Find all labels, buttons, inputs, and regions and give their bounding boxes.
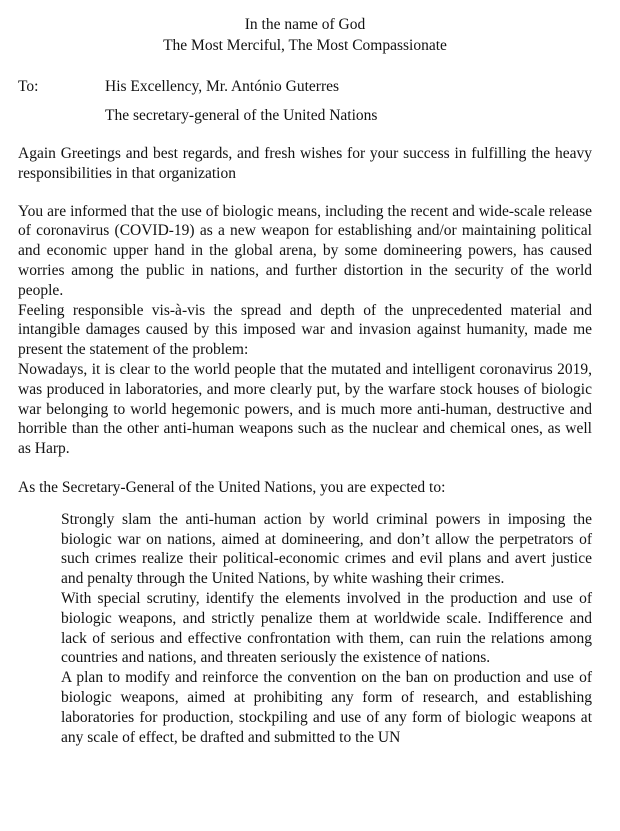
body-paragraph-1: You are informed that the use of biologic means, including the recent and wide-scale release of coronavirus (COVID-19) as a new weapon for establishing and/or maintaining political and economic upper hand in the global arena, by some domineering powers, has caused worries among the public in nations, and further distortion in the security of the world people. xyxy=(18,202,592,299)
invocation-line-1: In the name of God xyxy=(244,16,366,33)
expectations-list xyxy=(18,510,592,748)
expectation-item-1: Strongly slam the anti-human action by world criminal powers in imposing the biologic war on nations, aimed at domineering, and don’t allow the perpetrators of such crimes realize their political-economic crimes and evil plans and avert justice and penalty through the United Nations, by white washing their crimes. xyxy=(61,510,592,588)
recipient-block xyxy=(18,76,592,126)
expectation-item-2: With special scrutiny, identify the elements involved in the production and use of biologic weapons, and strictly penalize them at worldwide scale. Indifference and lack of serious and effective confrontation with them, can ruin the relations among countries and nations, and threaten seriously the existence of nations. xyxy=(61,589,592,667)
body-paragraph-2: Feeling responsible vis-à-vis the spread and depth of the unprecedented material and intangible damages caused by this imposed war and invasion against humanity, made me present the statement of the problem: xyxy=(18,301,592,359)
recipient-title: The secretary-general of the United Nations xyxy=(105,107,378,124)
body-paragraph-3: Nowadays, it is clear to the world people that the mutated and intelligent coronavirus 2019, was produced in laboratories, and more clearly put, by the warfare stock houses of biologic war belonging to world hegemonic powers, and is much more anti-human, destructive and horrible than the other anti-human weapons such as the nuclear and chemical ones, as well as Harp. xyxy=(18,360,592,458)
letter-body xyxy=(18,202,592,459)
invocation-line-2: The Most Merciful, The Most Compassionate xyxy=(163,37,447,54)
recipient-label: To: xyxy=(18,78,39,95)
recipient-name: His Excellency, Mr. António Guterres xyxy=(105,78,340,95)
expectations-intro: As the Secretary-General of the United Nations, you are expected to: xyxy=(18,478,446,496)
invocation xyxy=(18,14,592,56)
greeting-paragraph: Again Greetings and best regards, and fresh wishes for your success in fulfilling the heavy responsibilities in that organization xyxy=(18,145,592,182)
expectation-item-3: A plan to modify and reinforce the convention on the ban on production and use of biologic weapons, aimed at prohibiting any form of research, and establishing laboratories for production, stockpiling and use of any form of biologic weapons at any scale of effect, be drafted and submitted to the UN xyxy=(61,669,592,746)
recipient-lines xyxy=(105,76,377,126)
